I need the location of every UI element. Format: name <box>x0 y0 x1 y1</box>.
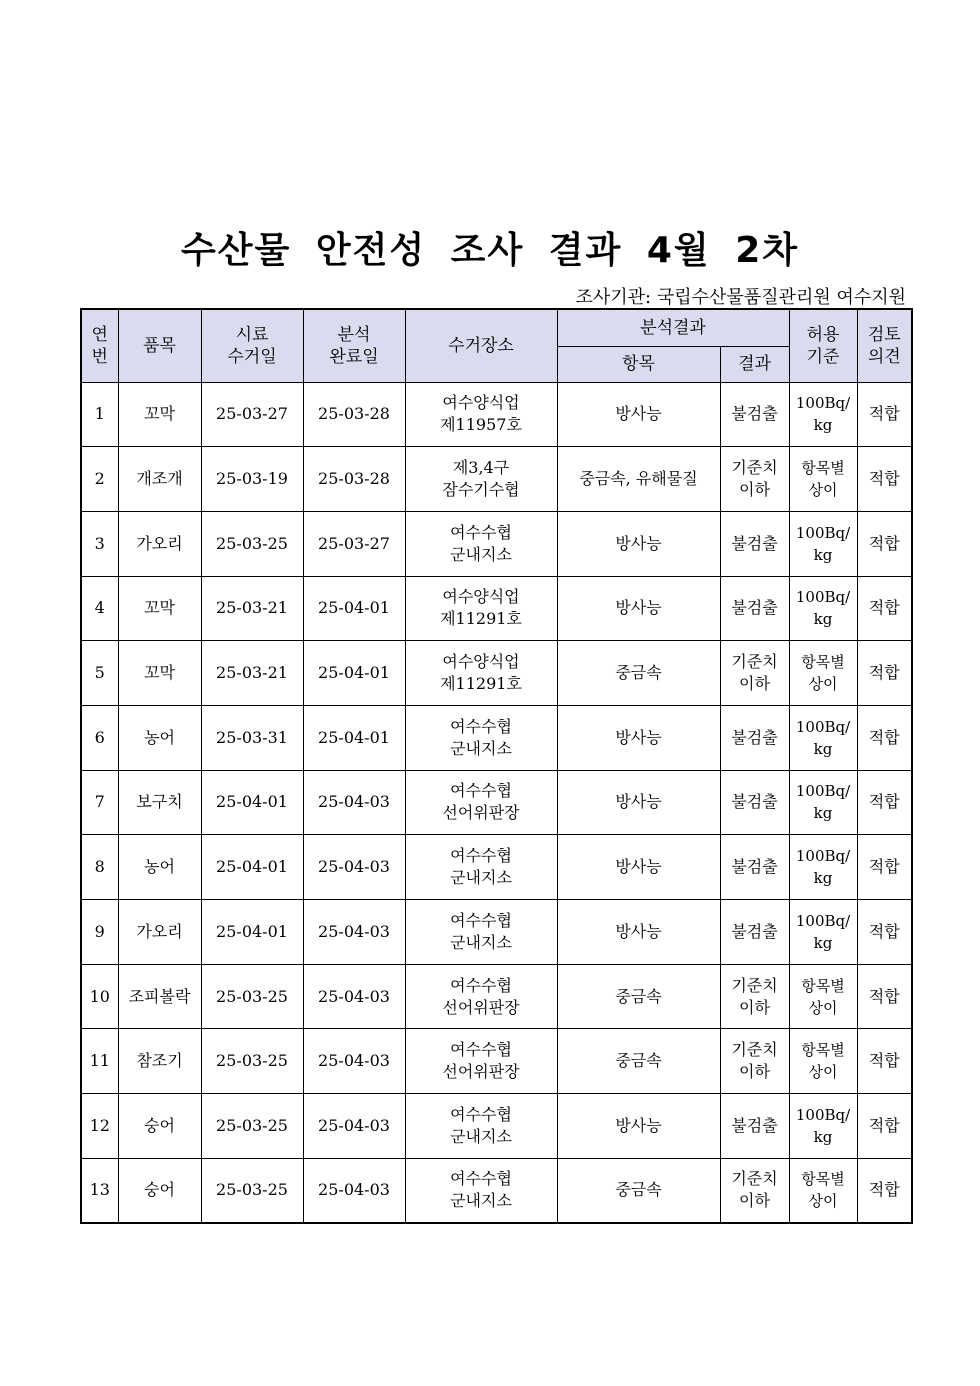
header-result: 결과 <box>720 346 789 382</box>
row-item: 조피볼락 <box>118 964 201 1029</box>
row-limit: 100Bq/ kg <box>789 382 857 447</box>
row-place: 제3,4구 잠수기수협 <box>405 447 557 512</box>
table-row <box>81 1094 912 1159</box>
row-completed-date: 25-04-03 <box>303 1094 405 1159</box>
row-collected-date: 25-03-25 <box>201 1094 303 1159</box>
row-result: 기준치 이하 <box>720 964 789 1029</box>
row-item: 농어 <box>118 705 201 770</box>
row-collected-date: 25-03-25 <box>201 964 303 1029</box>
row-opinion: 적합 <box>857 900 912 965</box>
table-row <box>81 382 912 447</box>
row-place: 여수수협 선어위판장 <box>405 964 557 1029</box>
row-collected-date: 25-03-19 <box>201 447 303 512</box>
row-collected-date: 25-04-01 <box>201 770 303 835</box>
row-no: 8 <box>81 835 118 900</box>
row-result: 기준치 이하 <box>720 641 789 706</box>
row-opinion: 적합 <box>857 447 912 512</box>
row-completed-date: 25-04-03 <box>303 964 405 1029</box>
row-test-item: 방사능 <box>557 1094 720 1159</box>
table-row <box>81 641 912 706</box>
row-result: 불검출 <box>720 770 789 835</box>
table-row <box>81 1158 912 1223</box>
table-row <box>81 964 912 1029</box>
row-item: 꼬막 <box>118 576 201 641</box>
row-collected-date: 25-03-21 <box>201 641 303 706</box>
row-item: 가오리 <box>118 900 201 965</box>
row-opinion: 적합 <box>857 1029 912 1094</box>
row-place: 여수수협 선어위판장 <box>405 770 557 835</box>
header-collected: 시료 수거일 <box>201 309 303 382</box>
row-place: 여수수협 군내지소 <box>405 705 557 770</box>
row-opinion: 적합 <box>857 835 912 900</box>
row-no: 5 <box>81 641 118 706</box>
page-title: 수산물 안전성 조사 결과 4월 2차 <box>180 230 800 271</box>
row-opinion: 적합 <box>857 705 912 770</box>
row-place: 여수수협 군내지소 <box>405 835 557 900</box>
row-result: 불검출 <box>720 900 789 965</box>
row-completed-date: 25-04-03 <box>303 835 405 900</box>
row-test-item: 방사능 <box>557 382 720 447</box>
row-test-item: 방사능 <box>557 770 720 835</box>
row-limit: 100Bq/ kg <box>789 511 857 576</box>
row-test-item: 방사능 <box>557 835 720 900</box>
row-collected-date: 25-03-25 <box>201 511 303 576</box>
row-no: 2 <box>81 447 118 512</box>
row-completed-date: 25-04-03 <box>303 1029 405 1094</box>
row-no: 13 <box>81 1158 118 1223</box>
row-completed-date: 25-04-03 <box>303 770 405 835</box>
row-opinion: 적합 <box>857 641 912 706</box>
row-test-item: 중금속 <box>557 1029 720 1094</box>
header-opinion: 검토 의견 <box>857 309 912 382</box>
table-row <box>81 770 912 835</box>
row-item: 개조개 <box>118 447 201 512</box>
row-test-item: 중금속 <box>557 641 720 706</box>
row-place: 여수양식업 제11291호 <box>405 641 557 706</box>
row-item: 숭어 <box>118 1094 201 1159</box>
row-no: 4 <box>81 576 118 641</box>
row-result: 기준치 이하 <box>720 447 789 512</box>
row-item: 꼬막 <box>118 382 201 447</box>
row-opinion: 적합 <box>857 1158 912 1223</box>
row-test-item: 방사능 <box>557 705 720 770</box>
row-no: 10 <box>81 964 118 1029</box>
header-place: 수거장소 <box>405 309 557 382</box>
row-place: 여수수협 군내지소 <box>405 1158 557 1223</box>
row-collected-date: 25-03-25 <box>201 1029 303 1094</box>
row-no: 11 <box>81 1029 118 1094</box>
row-opinion: 적합 <box>857 576 912 641</box>
table-row <box>81 835 912 900</box>
row-limit: 항목별 상이 <box>789 1029 857 1094</box>
row-completed-date: 25-03-27 <box>303 511 405 576</box>
row-no: 1 <box>81 382 118 447</box>
row-limit: 100Bq/ kg <box>789 900 857 965</box>
results-table <box>80 308 913 1224</box>
header-limit: 허용 기준 <box>789 309 857 382</box>
row-item: 보구치 <box>118 770 201 835</box>
row-opinion: 적합 <box>857 770 912 835</box>
row-place: 여수수협 군내지소 <box>405 900 557 965</box>
row-place: 여수양식업 제11291호 <box>405 576 557 641</box>
row-completed-date: 25-04-01 <box>303 705 405 770</box>
row-completed-date: 25-04-01 <box>303 641 405 706</box>
table-header <box>81 309 912 382</box>
row-limit: 항목별 상이 <box>789 641 857 706</box>
row-place: 여수수협 군내지소 <box>405 1094 557 1159</box>
row-no: 9 <box>81 900 118 965</box>
row-test-item: 중금속 <box>557 964 720 1029</box>
row-limit: 100Bq/ kg <box>789 835 857 900</box>
agency-label: 조사기관: 국립수산물품질관리원 여수지원 <box>575 287 906 308</box>
row-completed-date: 25-04-03 <box>303 900 405 965</box>
row-test-item: 방사능 <box>557 576 720 641</box>
row-result: 기준치 이하 <box>720 1029 789 1094</box>
row-completed-date: 25-03-28 <box>303 382 405 447</box>
row-collected-date: 25-04-01 <box>201 900 303 965</box>
row-limit: 100Bq/ kg <box>789 705 857 770</box>
table-row <box>81 1029 912 1094</box>
row-opinion: 적합 <box>857 382 912 447</box>
table-row <box>81 576 912 641</box>
row-test-item: 방사능 <box>557 511 720 576</box>
header-item: 품목 <box>118 309 201 382</box>
row-item: 농어 <box>118 835 201 900</box>
table-row <box>81 511 912 576</box>
row-result: 불검출 <box>720 511 789 576</box>
table-row <box>81 900 912 965</box>
row-result: 불검출 <box>720 705 789 770</box>
row-place: 여수수협 선어위판장 <box>405 1029 557 1094</box>
row-opinion: 적합 <box>857 511 912 576</box>
row-item: 꼬막 <box>118 641 201 706</box>
row-collected-date: 25-03-31 <box>201 705 303 770</box>
row-limit: 100Bq/ kg <box>789 770 857 835</box>
header-test-item: 항목 <box>557 346 720 382</box>
row-collected-date: 25-04-01 <box>201 835 303 900</box>
table-body <box>81 382 912 1223</box>
row-completed-date: 25-04-03 <box>303 1158 405 1223</box>
header-completed: 분석 완료일 <box>303 309 405 382</box>
row-limit: 항목별 상이 <box>789 447 857 512</box>
row-opinion: 적합 <box>857 1094 912 1159</box>
table-row <box>81 447 912 512</box>
row-test-item: 중금속 <box>557 1158 720 1223</box>
row-result: 불검출 <box>720 576 789 641</box>
row-result: 불검출 <box>720 1094 789 1159</box>
row-no: 12 <box>81 1094 118 1159</box>
row-item: 참조기 <box>118 1029 201 1094</box>
row-opinion: 적합 <box>857 964 912 1029</box>
row-test-item: 방사능 <box>557 900 720 965</box>
row-completed-date: 25-03-28 <box>303 447 405 512</box>
row-limit: 100Bq/ kg <box>789 1094 857 1159</box>
table-row <box>81 705 912 770</box>
row-place: 여수양식업 제11957호 <box>405 382 557 447</box>
row-item: 가오리 <box>118 511 201 576</box>
row-limit: 100Bq/ kg <box>789 576 857 641</box>
header-result-group: 분석결과 <box>557 309 789 346</box>
row-no: 3 <box>81 511 118 576</box>
row-limit: 항목별 상이 <box>789 1158 857 1223</box>
row-item: 숭어 <box>118 1158 201 1223</box>
row-result: 불검출 <box>720 835 789 900</box>
row-test-item: 중금속, 유해물질 <box>557 447 720 512</box>
row-collected-date: 25-03-27 <box>201 382 303 447</box>
header-no: 연 번 <box>81 309 118 382</box>
row-completed-date: 25-04-01 <box>303 576 405 641</box>
row-collected-date: 25-03-21 <box>201 576 303 641</box>
row-collected-date: 25-03-25 <box>201 1158 303 1223</box>
row-limit: 항목별 상이 <box>789 964 857 1029</box>
row-result: 불검출 <box>720 382 789 447</box>
row-result: 기준치 이하 <box>720 1158 789 1223</box>
row-no: 6 <box>81 705 118 770</box>
row-no: 7 <box>81 770 118 835</box>
row-place: 여수수협 군내지소 <box>405 511 557 576</box>
